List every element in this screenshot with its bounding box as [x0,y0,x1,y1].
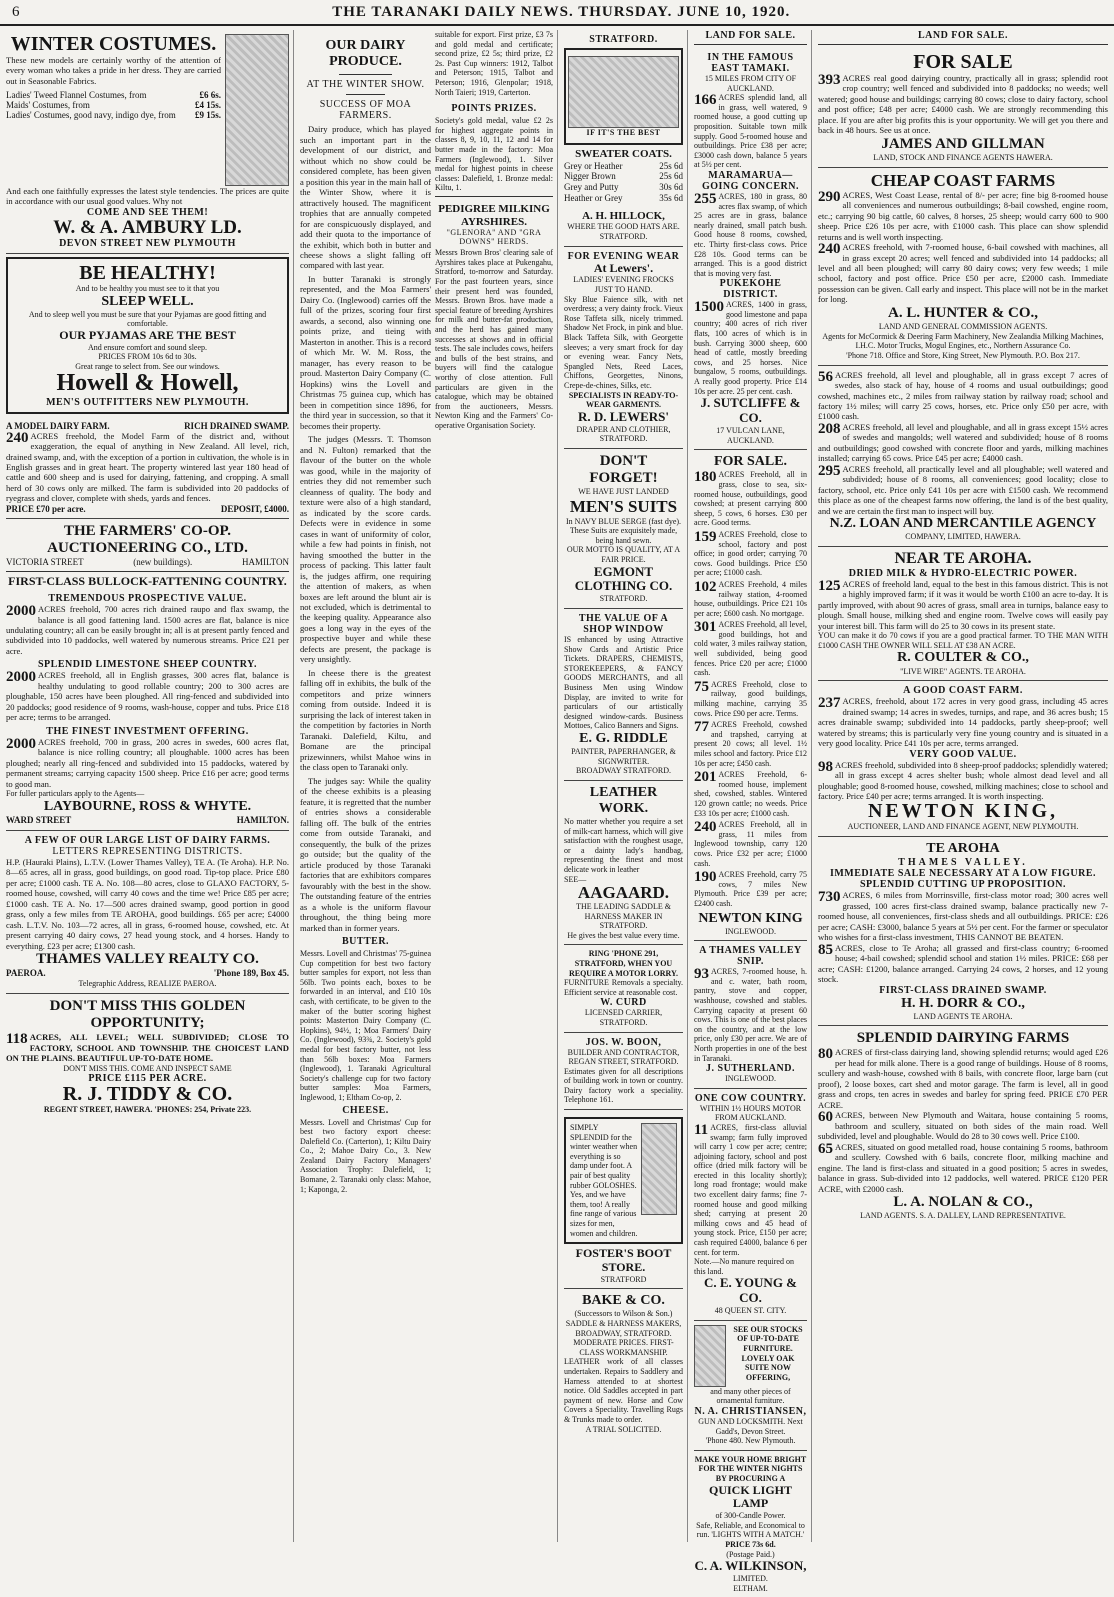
ad-curd-carrier [564,945,683,1032]
ad-headline: SLEEP WELL. [101,293,194,309]
acre-number: 295 [818,462,841,479]
ad-address: 17 VULCAN LANE, AUCKLAND. [716,426,785,445]
price: PRICE £115 PER ACRE. [88,1073,207,1085]
ad-subheading: WITHIN 1½ HOURS MOTOR FROM AUCKLAND. [699,1103,802,1123]
ad-headline: IMMEDIATE SALE NECESSARY AT A LOW FIGURE. [829,868,1097,880]
ad-text: These new models are certainly worthy of the attention of every woman who takes a pride in her dress. They are carried out in Seasonable Fabrics. [6,55,221,86]
page-number: 6 [12,3,21,20]
ad-sutherland [694,941,807,1089]
listing-text: ACRES, 6 miles from Morrinsville, first-class motor road; 300 acres well grassed, 100 acres first-class drained swamp, balance practically new 7-roomed house, all conveniences, first-class sheds and all outbuildings. PRICE: £26 per acre; CASH: £3000, balance 5 years at 5½ per cent. For the farmer or speculator who wishes for a first-class investment, THIS CANNOT BE BEATEN. [818,890,1108,943]
ad-firm: THAMES VALLEY REALTY CO. [36,951,259,968]
ad-subheading: SADDLE & HARNESS MAKERS, BROADWAY, STRATFORD. [565,1319,682,1338]
listing-text: ACRES of freehold land, equal to the best in this famous district. This is not a highly improved farm; if it was it would be worth £100 an acre to-day. It is partly improved, with about 90 acres of grass, small area in turnips, balance easy to plough. Small house, milking shed and engine room. Twelve cows will easily pay your interest bill. This farm will do 25 to 30 cows in its present state. [818,578,1108,631]
ad-bake-co [564,1289,683,1438]
masthead [0,0,1114,26]
ad-text: (Postage Paid.) [726,1549,775,1559]
listing-heading: SPLENDID LIMESTONE SHEEP COUNTRY. [38,659,257,671]
boot-illustration [641,1123,677,1215]
acre-number: 102 [694,578,717,595]
listing-text: ACRES, ALL LEVEL; WELL SUBDIVIDED; CLOSE TO FACTORY, SCHOOL AND TOWNSHIP. THE CHOICEST LAND ON THE PLAINS. BEAUTIFUL UP-TO-DATE HOME. [6,1032,289,1064]
ad-subheading: PAINTER, PAPERHANGER, & SIGNWRITER. [571,747,676,766]
ad-subheading: LAND AND GENERAL COMMISSION AGENTS. [878,322,1048,332]
listing-text: ACRES, freehold, about 172 acres in very good grass, including 45 acres drained swamp; 14 acres in swedes, turnips, and rape, and 36 acres bush; 15 acres drainable swamp; subdivided into 14 paddocks, partly sheep-proof; well watered by streams; this is particularly very fine young country and is situated in a very good locality. Price £41 10s per acre, terms arranged. [818,696,1108,749]
ad-firm: R. COULTER & CO., [897,650,1029,666]
listing-text: ACRES Freehold, close to railway, good buildings, milking machine, carrying 35 cows. Price £90 per acre. Terms. [694,679,807,718]
listing-text: ACRES real good dairying country, practically all in grass; splendid root crop country; well fenced and subdivided into 8 paddocks; no weeds; well watered; good house and buildings; carrying 80 cows; close to dairy factory, school and post office; £48 per acre; £4000 cash. We are strongly recommending this place. If you are after big profits this is your opportunity. We will get you there and back in 48 hours. See us at once. [818,73,1108,136]
listing-text: ACRES Freehold, 6-roomed house, implement shed, cowshed, stables. Wintered 120 grown cattle; no weeds. Price £33 10s per acre; £1000 cash. [694,770,807,818]
ad-text: In NAVY BLUE SERGE (fast dye). [565,516,682,526]
ad-text: No matter whether you require a set of milk-cart harness, which will give satisfaction with the roughest usage, or a dainty lady's handbag, representing the finest and most delicate work in leather [564,816,683,874]
article-paragraph: suitable for export. First prize, £3 7s and gold medal and certificate; second prize, £2 5s; third prize, £2 2s. Past Cup winners: 1912, Talbot and Peterson; 1915, Talbot and Peterson; 1916, Glenpolar; 1918, North Taieri; 1919, Carterton. [435,30,553,97]
listing-text: ACRES, situated on good metalled road, house containing 5 rooms, bathroom and scullery. Cowshed with 6 bails, concrete floor, milking machine and engine. The land is first-class and situated in a good position; 5 acres in swedes, balance in grass. Sub-divided into 12 paddocks, well watered. PRICE £120 PER ACRE, with £2000 cash. [818,1141,1108,1194]
town: STRATFORD. [589,34,658,45]
ad-headline: LEATHER WORK. [589,784,658,816]
ad-text: SIMPLY SPLENDID for the winter weather when everything is so damp under foot. A pair of best quality rubber GOLOSHES. Yes, and we have them, too! A really fine range of various sizes for men, women and children. [570,1123,638,1238]
acre-number: 290 [818,188,841,205]
listing-text: ACRES Freehold, 4 miles railway station, 4-roomed house, outbuildings. Price £21 10s per acre; £600 cash. No mortgage. [694,579,807,618]
listing-text: ACRES, 1400 in grass, good limestone and papa country; 400 acres of rich river flats, 100 acres of which is in bush. Carrying 3000 sheep, 600 head of cattle, mostly breeding cows, and 25 horses. Nice bungalow, 5 rooms, outbuildings. A really good property. Price £14 10s per acre. 25 per cent. cash. [694,300,807,396]
ad-address: MEN'S OUTFITTERS NEW PLYMOUTH. [46,396,249,408]
article-paragraph: Messrs. Lovell and Christmas' Cup for best two factory export cheese: Dalefield Co. (Carterton), 1; Kiltu Dairy Co., 2; Mahoe Dairy Co., 3. New Zealand Dairy Factory Managers' Association Trophy: Dalefield, 1; Bomane, 2. Taranaki only class: Mahoe, 1; Kaponga, 2. [300,1117,431,1194]
ad-dorr-co [818,837,1108,1026]
listing-item [694,770,807,818]
town: STRATFORD. [599,594,648,604]
column-5 [814,30,1112,1542]
ad-text: A TRIAL SOLICITED. [585,1424,662,1434]
column-3 [560,30,688,1542]
listing-text: ACRES splendid land, all in grass, well watered, 9 roomed house, a good cutting up proposition. Suitable town milk supply. Good 5-roomed house and outbuildings. Price £38 per acre; £3000 cash down, balance 5 years at 5½ per cent. [694,93,807,170]
ad-text: Sky Blue Faience silk, with net overdress; a very dainty frock. Vieux Rose Taffeta silk, nicely trimmed. Shadow Net Frock, in pink and blue. Black Taffeta Silk, with Georgette sleeves; a very smart frock for day or evening wear. Fancy Nets, Spangled Nets, Reed Laces, Chiffons, Georgettes, Ninons, Crepe-de-chines, Silks, etc. [564,294,683,390]
price-row: Ladies' Costumes, good navy, indigo dye, from £9 15s. [6,110,221,121]
ad-text: DON'T MISS THIS. COME AND INSPECT SAME [63,1063,232,1073]
ad-subheading: 15 MILES FROM CITY OF AUCKLAND. [704,74,797,93]
acre-number: 118 [6,1031,28,1048]
ad-headline: NEAR TE AROHA. [894,550,1032,568]
ad-address: DEVON STREET NEW PLYMOUTH [59,237,236,249]
street: WARD STREET [6,814,72,825]
listing-text: ACRES Freehold, cowshed and trapshed, carrying at present 20 cows; all level. 1½ miles school and factory. Price £12 10s per acre; £450 cash. [694,720,807,768]
listing-text: ACRES freehold, subdivided into 8 sheep-proof paddocks; splendidly watered; all in grass except 4 acres shelter bush; whole almost dead level and all ploughable; good 8-roomed house, cowshed, milking machines; close to school and factory. Price £40 per acre; terms arranged. It is worth inspecting. [818,759,1108,801]
acre-number: 85 [818,941,833,958]
column-2 [296,30,558,1542]
ad-subheading: LAND AGENTS TE AROHA. [913,1011,1013,1021]
ad-headline: DON'T FORGET! [589,452,658,487]
section-header: LAND FOR SALE. [705,30,796,41]
ad-riddle-window [564,609,683,781]
ad-headline: A GOOD COAST FARM. [903,685,1023,697]
ad-firm: A. H. HILLOCK, [582,209,665,222]
listing-item [694,530,807,578]
ad-subheading: DRIED MILK & HYDRO-ELECTRIC POWER. [848,567,1078,579]
ad-newton-king-inglewood [694,450,807,941]
listing-text: ACRES freehold, all level and ploughable, and all in grass except 15½ acres of swedes and mangolds; well watered and subdivided; house of 8 rooms and outbuildings; good cowshed with concrete floor and yards, milking machines installed; carrying 65 cows. Price £45 per acre; £4000 cash. [818,421,1108,464]
town: INGLEWOOD. [725,1074,776,1084]
acre-number: 166 [694,92,717,109]
section-heading: CHEESE. [342,1104,389,1116]
ad-firm: L. A. NOLAN & CO., [893,1194,1033,1211]
acre-number: 77 [694,719,709,736]
ad-nolan-co [818,1026,1108,1225]
ad-firm: R. D. LEWERS' [577,408,670,424]
ad-firm: JAMES AND GILLMAN [881,135,1045,152]
listing-text: H.P. (Hauraki Plains), L.T.V. (Lower Thames Valley), TE A. (Te Aroha). H.P. No. 8—65 acres, all in grass, good buildings, on good road. Tip-top place. Price £80 per acre; £1000 cash. TE A. No. 108—80 acres, close to GLAXO FACTORY, 5-roomed house, cowshed, will carry 40 cows and the time we! Price £85 per acre; £1000 cash. TE A. No. 17—500 acres drained swamp, good portion in good grass, only a few miles from TE AROHA, good buildings. £65 per acre; £4000 cash. L.T.V. No. 103—72 acres, all in grass, 6-roomed house, cowshed, etc. At present carrying 40 dairy cows, 27 head young stock, and 4 horses. Handy to everything. £23 per acre; £1300 cash. [6,856,289,951]
ad-headline: OUR PYJAMAS ARE THE BEST [59,327,236,342]
badge-text: IF IT'S THE BEST [586,128,661,137]
listing-text: ACRES freehold, 700 acres rich drained raupo and flax swamp, the balance is all good fattening land. 1500 acres are flat, balance is nice undulating country; all can be easily brought in; all is at present partly fenced and subdivided into 10 paddocks, well watered by numerous streams. Price £21 per acre. [6,604,289,656]
acre-number: 65 [818,1140,833,1157]
acre-number: 730 [818,889,841,906]
listing-text: ACRES, between New Plymouth and Waitara, house containing 5 rooms, bathroom and scullery, situated on both sides of the main road. Well subdivided, level and ploughable. Would do 28 to 30 cows well. Price £100. [818,1110,1108,1142]
acre-number: 255 [694,190,717,207]
ad-text: FURNITURE Removals a specialty. Efficient service at reasonable cost. [564,978,683,997]
listing-list [694,470,807,908]
ad-text: And to be healthy you must see to it that you [75,283,220,293]
article-subtitle: "GLENORA" AND "GRA DOWNS" HERDS. [446,228,542,247]
section-header: LAND FOR SALE. [917,30,1009,41]
ad-subheading: COMPANY, LIMITED, HAWERA. [905,532,1021,542]
ad-subheading: MODERATE PRICES. FIRST-CLASS WORKMANSHIP. [573,1338,674,1357]
price: PRICE 73s 6d. [725,1540,776,1549]
acre-number: 11 [694,1121,709,1138]
ad-nz-loan [818,366,1108,547]
ad-hillock-sweaters: STRATFORD. IF IT'S THE BEST SWEATER COATS. Grey or Heather 25s 6d Nigger Brown 25s 6d Grey and Putty 30s 6d Heather or Grey 35s 6d A. H. HILLOCK, WHERE THE GOOD HATS ARE. STRATFORD. [564,30,683,247]
ad-christiansen [694,1321,807,1451]
ad-headline: QUICK LIGHT LAMP [708,1482,792,1511]
ad-headline: At Lewers'. [593,260,654,275]
acre-number: 159 [694,528,717,545]
column-4 [690,30,812,1593]
acre-number: 80 [818,1046,833,1063]
ad-text: He gives the best value every time. [567,930,680,940]
ad-headline: THE VALUE OF A SHOP WINDOW [578,612,669,635]
acre-number: 240 [6,429,29,446]
ad-firm: J. SUTHERLAND. [706,1063,795,1075]
acre-number: 240 [818,241,841,258]
ad-firm: NEWTON KING, [867,800,1059,823]
listing-text: ACRES, first-class alluvial swamp; farm fully improved will carry 1 cow per acre; centre; adjoining factory, school and post office (dried milk factory will be erected in this locality shortly); long road frontage; would make two excellent dairy farms; fine 7-roomed house and good milking shed; carrying at present 20 milking cows and 45 head of young stock. Price, £150 per acre; cash required £4000, balance 6 per cent. for term. [694,1122,807,1257]
listing-text: ACRES Freehold, all in grass, 11 miles from Inglewood township, carry 120 cows. Price £32 per acre; £1000 cash. [694,820,807,868]
ad-boon-builder [564,1033,683,1111]
listing-text: ACRES, West Coast Lease, rental of 8/- per acre; fine big 8-roomed house all conveniences and numerous outbuildings; 8-bail cowshed, engine room, etc.; carrying 90 big cattle, 60 calves, 8 horses, 25 sheep; would carry 600 to 900 sheep. Price £26 10s per acre, with £1000 cash. This place can show splendid returns and is well worth inspecting. [818,189,1108,242]
ad-subheading: LICENSED CARRIER, STRATFORD. [584,1008,663,1027]
ad-text: YOU can make it do 70 cows if you are a good practical farmer. TO THE MAN WITH £1000 CASH THE OWNER WILL SELL AT £38 AN ACRE. [818,631,1108,650]
ad-headline: SEE OUR STOCKS OF UP-TO-DATE FURNITURE. LOVELY OAK SUITE NOW OFFERING, [733,1324,803,1382]
listing-text: ACRES Freehold, all level, good buildings, hot and cold water, 3 miles railway station, well subdivided, being good fences. Price £20 per acre; £1000 cash. [694,620,807,678]
ad-subheading: AUCTIONEER, LAND AND FINANCE AGENT, NEW PLYMOUTH. [847,822,1079,832]
acre-number: 75 [694,678,709,695]
ad-text: For fuller particulars apply to the Agents— [6,789,145,799]
ad-fosters-boot-store [564,1110,683,1289]
ad-text: And ensure comfort and sound sleep. [87,342,208,352]
acre-number: 125 [818,577,841,594]
ad-address: REGENT STREET, HAWERA. 'PHONES: 254, Private 223. [43,1105,252,1115]
listing-text: ACRES, 7-roomed house, h. and c. water, bath room, pantry, stove and copper, washhouse, cowshed and stables. Carrying capacity at present 60 cows. This is one of the best places on the country, and at the low price, only £30 per acre. We are of North properties in one of the best in Taranaki. [694,967,807,1063]
price: PRICE £70 per acre. [6,503,86,514]
ad-firm: LAYBOURNE, ROSS & WHYTE. [43,798,252,814]
ad-winter-costumes [6,30,289,254]
listing-text: ACRES freehold, all level and ploughable, all in grass except 7 acres of swedes, also stack of hay, house of 4 rooms and usual outbuildings; good cowshed, machines etc., 2 miles from railway station by railway road; school and factory 1½ miles; will carry 25 cows, horses, etc. Price only £50 per acre, with £1000 cash. [818,369,1108,422]
ad-cta: COME AND SEE THEM! [86,206,209,218]
phone: 'Phone 189, Box 45. [213,968,289,979]
listing-item [694,680,807,718]
ad-james-gillman [818,48,1108,168]
ad-firm: A. L. HUNTER & CO., [887,304,1038,321]
ad-address: BROADWAY STRATFORD. [576,766,671,776]
article-paragraph: The judges (Messrs. T. Thomson and N. Fulton) remarked that the flavour of the butter on the whole was good, while in the majority of entries they did not remember such cleanness of quality. The body and texture were also of a high standard, as indicated by the score cards. Defects were in evidence in some cases in want of uniformity of color, while a few had points in finish, not having smoothed the butter in the process of packing. This latter fault is, the judges affirm, one requiring the attention of makers, as when boxes are left around the blunt air is not excluded, which is detrimental to the keeping quality. Appearance also goes a long way in the eyes of the prospective buyer and while these defects are present, the package is very unsightly. [300,434,431,665]
listing-item [694,820,807,868]
ad-title: WINTER COSTUMES. [10,33,217,55]
ad-headline: SPLENDID DAIRYING FARMS [856,1030,1070,1047]
woman-in-costume-illustration [225,34,289,186]
town: PAEROA. [6,968,46,979]
ad-headline: DON'T MISS THIS GOLDEN OPPORTUNITY; [49,997,246,1032]
ad-egmont-clothing [564,449,683,609]
listing-text: ACRES freehold, 700 in grass, 200 acres in swedes, 600 acres flat, balance is nice rolling country; all ploughable. 1000 acres has been ploughed; nearly all ring-fenced and subdivided into 15 paddocks, watered by permanent streams; carrying capacity 1500 sheep. Price £16 per acre; good terms to good man. [6,736,289,789]
listing-text: ACRES, close to Te Aroha; all grassed and first-class country; 6-roomed house; 4-bail cowshed; splendid school and station 1½ miles. PRICE: £68 per acre; CASH: £1200, balance arranged. Carrying 24 cows, 2 horses, and 12 young stock. [818,942,1108,985]
acre-number: 393 [818,72,841,88]
ad-subheading: BUILDER AND CONTRACTOR, REGAN STREET, STRATFORD. [567,1047,680,1067]
ad-text: WE HAVE JUST LANDED [578,487,669,497]
ad-firm: W. CURD [600,997,647,1009]
article-title: PEDIGREE MILKING AYRSHIRES. [438,202,550,228]
listing-heading: TREMENDOUS PROSPECTIVE VALUE. [48,593,247,605]
section-heading: POINTS PRIZES. [451,103,537,115]
ad-headline: THAMES VALLEY. [898,857,1028,869]
acre-number: 93 [694,966,709,983]
article-subtitle: SUCCESS OF MOA FARMERS. [319,99,412,122]
section-heading: BUTTER. [341,936,390,947]
ad-headline: CHEAP COAST FARMS [870,170,1056,190]
ad-firm: AAGAARD. [577,883,670,903]
ad-text: SEE— [564,874,587,884]
town: HAMILTON [241,557,289,568]
ad-text: Great range to select from. See our windows. [75,361,220,371]
ad-young-co [694,1089,807,1321]
listing-item [694,470,807,528]
note: (new buildings). [133,557,193,568]
ad-text: And each one faithfully expresses the latest style tendencies. The prices are quite in accordance with our usual good values. Why not [6,186,289,207]
ad-firm: JOS. W. BOON, [585,1036,662,1048]
ad-text: OUR MOTTO IS QUALITY, AT A FAIR PRICE. [566,545,681,564]
town: ELTHAM. [733,1583,768,1593]
ad-text: SPECIALISTS IN READY-TO-WEAR GARMENTS. [568,390,679,410]
ad-firm: N.Z. LOAN AND MERCANTILE AGENCY [829,516,1097,532]
ad-thames-valley-realty [6,831,289,994]
ad-text: of 300-Candle Power. [715,1511,786,1521]
ad-firm: BAKE & CO. [582,1293,665,1309]
listing-text: ACRES Freehold, all in grass, close to sea, six-roomed house, outbuildings, good cowshed; at present carrying 800 sheep, 5 cows, 6 horses. £30 per acre. Good terms. [694,470,807,528]
ad-subheading: LADIES' EVENING FROCKS JUST TO HAND. [573,275,674,295]
acre-number: 2000 [6,603,36,620]
town: STRATFORD [600,1274,647,1284]
ad-text: IS enhanced by using Attractive Show Cards and Artistic Price Tickets. DRAPERS, CHEMISTS, STOREKEEPERS, & FANCY GOODS MERCHANTS, and all Business Men using Window Display, are invited to write for particulars of our artistically designed window-cards. Business Mottoes, Calico Banners and Signs. [564,634,683,731]
acre-number: 2000 [6,735,36,752]
ad-text: And to sleep well you must be sure that your Pyjamas are good fitting and comfortable. [28,309,267,329]
article-paragraph: Messrs Brown Bros' clearing sale of Ayrshires takes place at Pukengahu, Stratford, to-morrow and Saturday. For the past fourteen years, since their present herd was founded, Messrs. Brown Bros. have made a special feature of breeding Ayrshires for milk and butter-fat production, and the herd has gained many successes at shows and in official tests. The sale includes cows, heifers and bulls of the best strains, and buyers will find the catalogue worthy of close attention. Full particulars are given in the catalogue, which may be obtained from the auctioneers, Messrs. Newton King and the Farmers' Co-operative Organisation Society. [435,248,553,430]
column-1 [2,30,294,1542]
acre-number: 56 [818,368,833,385]
ad-firm: Howell & Howell, [56,370,239,397]
ad-subheading: LAND AGENTS. S. A. DALLEY, LAND REPRESENTATIVE. [860,1211,1066,1221]
ad-headline: RING 'PHONE 291, STRATFORD, WHEN YOU REQUIRE A MOTOR LORRY. [568,949,679,978]
ad-subheading: "LIVE WIRE" AGENTS. TE AROHA. [900,666,1026,676]
ad-headline: ONE COW COUNTRY. [694,1092,807,1104]
listing-item [694,580,807,618]
ad-text: Agents for McCormick & Deering Farm Machinery, New Zealandia Milking Machines, I.H.C. Motor Trucks, Mogul Engines, etc., Northern Assurance Co. [822,331,1104,351]
ad-wilkinson-lamp [694,1451,807,1597]
ad-subheading: LIMITED. [733,1574,768,1584]
article-paragraph: In butter Taranaki is strongly represented, and the Moa Farmers' Dairy Co. (Inglewood) carries off the full of the prizes, scoring four first awards, a second, also winning one points prize, and tieing with Masterton in another. This is a record of which Mr. W. M. Ross, the manager, has every reason to be proud. Masterton Dairy Company (C. Hopkins) wins the Lovell and Christmas 75 guinea cup, which has been in competition since 1896, for the third year in succession, so that it becomes their property. [300,273,431,431]
ad-model-dairy-farm [6,417,289,519]
ad-firm: N. A. CHRISTIANSEN, [694,1406,807,1418]
listing-item [694,720,807,768]
ad-headline: MAKE YOUR HOME BRIGHT FOR THE WINTER NIGHTS BY PROCURING A [694,1454,807,1484]
acre-number: 1500 [694,299,724,316]
ad-subheading: THE LEADING SADDLE & HARNESS MAKER IN STRATFORD. [576,901,671,931]
ad-text: and many other pieces of ornamental furniture. [710,1386,791,1406]
deposit: DEPOSIT, £4000. [220,503,289,514]
listing-heading: THE FINEST INVESTMENT OFFERING. [46,725,249,737]
article-subtitle: AT THE WINTER SHOW. [306,79,425,91]
ad-hunter-co [818,168,1108,366]
ad-headline: FOR EVENING WEAR [567,250,680,262]
district-heading: IN THE FAMOUS EAST TAMAKI. [707,52,794,74]
ad-headline: A FEW OF OUR LARGE LIST OF DAIRY FARMS. [24,834,271,846]
ad-aagaard-leather [564,781,683,946]
acre-number: 237 [818,695,841,712]
article-paragraph: In cheese there is the greatest falling off in exhibits, the bulk of the competitors and prize winners coming from outside. Indeed it is surprising the lack of interest taken in the competition by factories in North Taranaki. Dalefield, Kiltu, and Bomane are the principal prizewinners, whilst Mahoe wins in the class open to Taranaki only. [300,667,431,773]
article-paragraph: The judges say: While the quality of the cheese exhibits is a pleasing feature, it is regretted that the number of entries shows a considerable falling off. The bulk of the entries come from outside Taranaki, and consequently, the bulk of the prizes go outside; but the quality of the article produced by those Taranaki factories that are exhibitors compares favourably with the best in the show. The outstanding feature of the entries as a whole is the uniform flavour throughout, the thing being more marked than in former years. [300,775,431,933]
acre-number: 98 [818,758,833,775]
ad-subheading: LAND, STOCK AND FINANCE AGENTS HAWERA. [873,153,1053,163]
acre-number: 2000 [6,669,36,686]
furniture-illustration [694,1325,726,1387]
ad-price: PRICES FROM 10s 6d to 30s. [98,352,197,362]
ad-headline: VERY GOOD VALUE. [909,748,1017,760]
ad-headline: SPLENDID CUTTING UP PROPOSITION. [859,879,1067,891]
ad-title: SWEATER COATS. [575,148,672,160]
ad-text: LEATHER work of all classes undertaken. Repairs to Saddlery and Harness attended to at shortest notice. Old Saddles accepted in part payment of new. Horse and Cow Covers a Speciality. Travelling Rugs & Trunks made to order. [564,1357,683,1424]
article-paragraph: Dairy produce, which has played such an important part in the development of our district, and without which no show could be considered complete, has been given a position this year in the main hall of the Winter Show, where it is attractively housed. The magnificent trophies that are annually competed for are conspicuously displayed, and add their quota to the importance of the exhibit, which both in butter and cheese shows a slight falling off compared with last year. [300,124,431,271]
ad-title: A MODEL DAIRY FARM. [6,420,110,431]
ad-newton-king [818,681,1108,837]
ad-farmers-coop [6,519,289,831]
newspaper-title: THE TARANAKI DAILY NEWS. THURSDAY. JUNE 10, 1920. [332,3,791,20]
acre-number: 301 [694,619,717,636]
ad-sutcliffe [694,48,807,450]
ad-title: BE HEALTHY! [79,261,216,284]
listing-item [694,870,807,908]
ad-headline: FIRST-CLASS DRAINED SWAMP. [879,984,1047,996]
listing-text: ACRES Freehold, carry 75 cows, 7 miles New Plymouth. Price £39 per acre; £2400 cash. [694,870,807,908]
listing-text: ACRES of first-class dairying land, showing splendid returns; would aged £26 per head for milk alone. There is a good range of buildings. House of 8 rooms, scullery and wash-house, cowshed with 8 bails, with concrete floor, large barn (cut proof), 2 loose boxes, cart shed and motor garage. The farm is level, all in good grass and crops, ten acres in swedes and barley for spring feed. PRICE £70 PER ACRE. [818,1047,1108,1110]
ad-text: Safe, Reliable, and Economical to run. 'LIGHTS WITH A MATCH.' [696,1520,805,1540]
telegraphic-address: Telegraphic Address, REALIZE PAEROA. [78,979,217,989]
phone: 'Phone 480. New Plymouth. [705,1436,796,1446]
acre-number: 190 [694,869,717,886]
listing-text: ACRES freehold, with 7-roomed house, 6-bail cowshed with machines, all in grass except 20 acres; well fenced and subdivided into 14 paddocks; all level and all been ploughed; will carry 80 dairy cows; very few weeds; 1 mile school, factory and post office. Price £50 per acre, £2000 cash. Immediate possession can be given. Call early and inspect. This place will not be in the market for long. [818,242,1108,305]
ad-address: 'Phone 718. Office and Store, King Street, New Plymouth. P.O. Box 217. [846,350,1080,360]
ad-firm: R. J. TIDDY & CO. [62,1083,233,1106]
ad-headline: FIRST-CLASS BULLOCK-FATTENING COUNTRY. [8,574,287,589]
ad-headline: FOR SALE [913,51,1013,73]
ad-headline: A THAMES VALLEY SNIP. [699,945,802,968]
ad-firm: EGMONT CLOTHING CO. [574,563,673,594]
ad-firm: E. G. RIDDLE [579,730,668,746]
listing-text: ACRES, 180 in grass, 80 acres flax swamp, of which 25 acres are in grass, balance nearly drained, small patch bush. Good house 8 rooms, cowshed, etc. Thirty first-class cows. Price £28 10s. Good terms can be arranged. This is a good district that is moving very fast. [694,191,807,278]
ad-tiddy [6,994,289,1119]
listing-item [694,620,807,678]
ad-address: 48 QUEEN ST. CITY. [714,1306,787,1316]
ad-subheading: (Successors to Wilson & Son.) [574,1309,673,1319]
ad-coulter [818,547,1108,681]
acre-number: 240 [694,819,717,836]
ad-firm: J. SUTCLIFFE & CO. [700,395,801,426]
acre-number: 208 [818,420,841,437]
acre-number: 201 [694,769,717,786]
ad-lewers [564,247,683,449]
acre-number: 60 [818,1109,833,1126]
article-title: OUR DAIRY PRODUCE. [325,38,406,70]
street: VICTORIA STREET [6,557,84,568]
ad-title-right: RICH DRAINED SWAMP. [184,420,289,431]
price-row: Ladies' Tweed Flannel Costumes, from £6 6s. [6,90,221,101]
district-heading: MARAMARUA—GOING CONCERN. [701,169,799,192]
ad-firm: C. A. WILKINSON, [694,1558,807,1574]
listing-text: ACRES Freehold, close to school, factory and post office; in good order; carrying 70 cows. Good buildings. Price £50 per acre; £1000 cash. [694,529,807,578]
town: HAMILTON. [236,814,289,825]
ad-headline: MEN'S SUITS [569,496,678,516]
ad-firm: NEWTON KING [698,910,803,926]
town: INGLEWOOD. [725,926,776,936]
ad-subheading: GUN AND LOCKSMITH. Next Gadd's, Devon Street. [698,1417,803,1436]
ad-address: WHERE THE GOOD HATS ARE. STRATFORD. [567,222,680,242]
sweater-coat-illustration [564,48,683,145]
price-row: Maids' Costumes, from £4 15s. [6,100,221,111]
article-paragraph: Messrs. Lovell and Christmas' 75-guinea Cup competition for best two factory butter samples for export, not less than 56lb. Two points each, boxes to be forwarded in an interval, and £10 10s cash, with certificate, to be given to the maker of the butter scoring highest points: Masterton Dairy Company (C. Hopkins), 94½, 1; Moa Farmers' Dairy Co. (Inglewood), 93¾, 2. Society's gold medal for best factory butter, not less than 56lb boxes: Moa Farmers (Inglewood), 1. Taranaki Agricultural Society's challenge cup for two factory butter samples: Moa Farmers, Inglewood, 1; Eltham Co-op, 2. [300,949,431,1102]
district-heading: PUKEKOHE DISTRICT. [719,278,782,301]
listing-text: ACRES freehold, all practically level and all ploughable; well watered and subdivided; house of 8 rooms, all conveniences; good locality; close to factory, school, etc. Price only £41 10s per acre with £1500 cash. We recommend this place as one of the cheapest farms now offering, the land is of the best quality, and we are certain the first man to inspect will buy. [818,463,1108,516]
ad-note: Note.—No manure required on this land. [694,1257,794,1276]
listing-text: ACRES freehold, all in English grasses, 300 acres flat, balance is healthy undulating to good rollable country; 200 to 300 acres are ploughable, 150 acres have been ploughed. All ring-fenced and subdivided into 20 paddocks; good residence of 9 rooms, wash-house, copper and tubs. Price £18 per acre; terms to be arranged. [6,670,289,723]
ad-firm: H. H. DORR & CO., [901,995,1025,1011]
listing-text: ACRES freehold, the Model Farm of the district and, without exaggeration, the equal of anything in New Zealand. All level, rich, drained swamp, and, with the exception of a portion in cultivation, the whole is in English grasses and in great heart. The property wintered last year 180 head of cattle and 600 sheep and is used for dairying, fattening, and cropping. A small herd of 30 cows only are milked. The farm is subdivided into 20 paddocks of ryegrass and clover, complete with sheds, yards and fences. [6,430,289,504]
section-header: FOR SALE. [713,454,788,470]
ad-headline: TE AROHA [926,841,1000,857]
ad-firm: THE FARMERS' CO-OP. AUCTIONEERING CO., LTD. [47,522,248,557]
ad-subheading: LETTERS REPRESENTING DISTRICTS. [52,845,243,857]
article-paragraph: Society's gold medal, value £2 2s for highest aggregate points in classes 8, 9, 10, 11, 12 and 14 for butter made in the factory: Moa Farmers (Inglewood), 1. Silver medal for highest points in cheese classes: Dalefield, 1. Bronze medal: Kiltu, 1. [435,116,553,193]
ad-address: DRAPER AND CLOTHIER, STRATFORD. [576,424,671,444]
ad-firm: C. E. YOUNG & CO. [703,1275,798,1306]
ad-text: Estimates given for all descriptions of building work in town or country. Dairy factory work a speciality. Telephone 161. [564,1066,683,1105]
ad-firm: FOSTER'S BOOT STORE. [575,1246,672,1274]
acre-number: 180 [694,469,717,486]
ad-be-healthy [6,257,289,414]
ad-text: These Suits are exquisitely made, being hand sewn. [569,526,678,545]
ad-firm: W. & A. AMBURY LD. [53,216,242,238]
